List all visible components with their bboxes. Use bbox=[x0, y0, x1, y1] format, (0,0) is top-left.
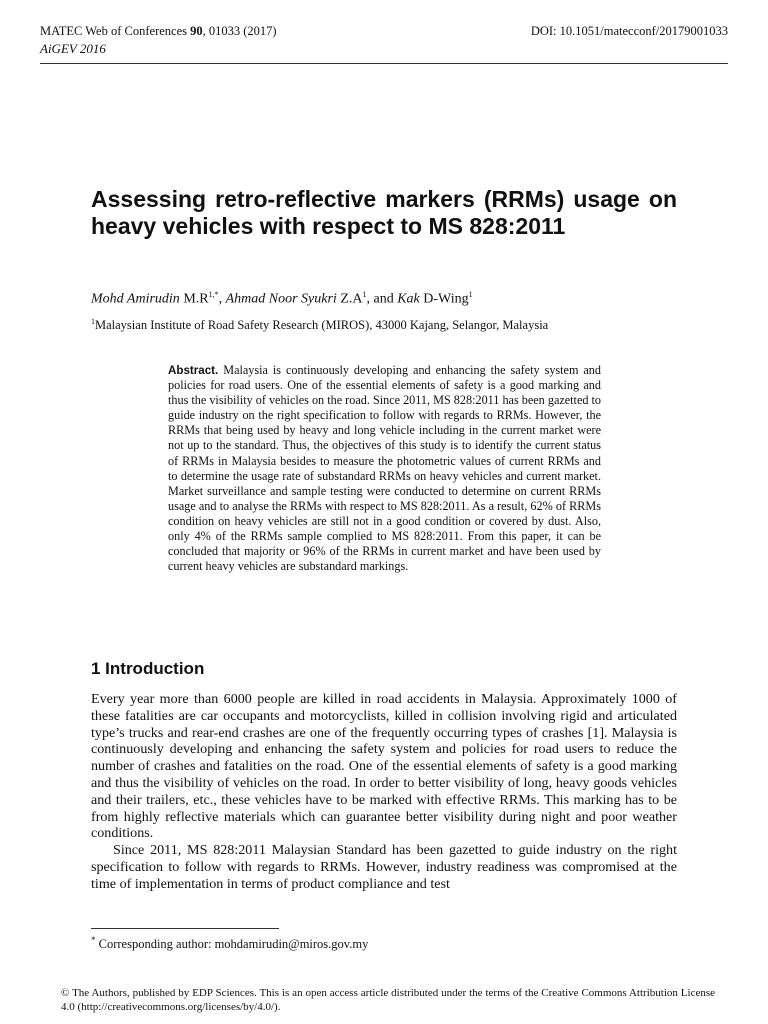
intro-paragraph: Since 2011, MS 828:2011 Malaysian Standard has been gazetted to guide industry on the right specification to follow with regards to RRMs. However, industry readiness was compromised at the time of implementation in terms of product compliance and test bbox=[91, 842, 677, 892]
introduction-body bbox=[91, 691, 677, 893]
license-notice: © The Authors, published by EDP Sciences. This is an open access article distributed under the terms of the Creative Commons Attribution License 4.0 (http://creativecommons.org/licenses/by/4.0/). bbox=[61, 987, 715, 1013]
author-2-name: Ahmad Noor Syukri bbox=[225, 291, 337, 307]
footnote: * Corresponding author: mohdamirudin@miros.gov.my bbox=[91, 935, 369, 952]
doi-text: DOI: 10.1051/matecconf/20179001033 bbox=[530, 24, 728, 38]
journal-citation: MATEC Web of Conferences 90, 01033 (2017) bbox=[40, 24, 277, 38]
header-rule bbox=[40, 63, 728, 64]
footnote-rule bbox=[91, 928, 279, 929]
section-heading: 1 Introduction bbox=[91, 659, 205, 678]
affiliation: $^1$Malaysian Institute of Road Safety Research (MIROS), 43000 Kajang, Selangor, Malaysia bbox=[91, 317, 549, 333]
conference-name: AiGEV 2016 bbox=[40, 41, 106, 56]
abstract bbox=[168, 363, 601, 574]
abstract-label: Abstract. bbox=[168, 364, 219, 377]
author-3-name: Kak bbox=[397, 291, 420, 307]
abstract-text: Malaysia is continuously developing and enhancing the safety system and policies for road users. One of the essential elements of safety is a good marking and thus the visibility of vehicles on the road. Since 2011, MS 828:2011 has been gazetted to guide industry on the right specification to follow with regards to RRMs. However, the RRMs that being used by heavy and long vehicle including in the current market were not up to the standard. Thus, the objectives of this study is to identify the current status of RRMs in Malaysia besides to measure the photometric values of current RRMs and to determine the usage rate of substandard RRMs on heavy vehicles and current market. Market surveillance and sample testing were conducted to determine on current RRMs usage and to analyse the RRMs with respect to MS 828:2011. As a result, 62% of RRMs condition on heavy vehicles are still not in a good condition or covered by dust. Also, only 4% of the RRMs sample complied to MS 828:2011. From this paper, it can be concluded that majority or 96% of the RRMs in current market and have been used by current heavy vehicles are substandard markings. bbox=[168, 363, 601, 574]
author-1-name: Mohd Amirudin bbox=[91, 291, 180, 307]
volume-number: 90 bbox=[190, 24, 203, 38]
intro-paragraph: Every year more than 6000 people are killed in road accidents in Malaysia. Approximately 1000 of these fatalities are car occupants and motorcyclists, killed in collision involving rigid and articulated type’s trucks and rear-end crashes are one of the frequently occurring types of crashes [1]. Malaysia is continuously developing and enhancing the safety system and policies for road users to reduce the number of crashes and fatalities on the road. One of the essential elements of safety is a good marking and thus the visibility of vehicles on the road. In order to better visibility of long, heavy goods vehicles and their trailers, etc., these vehicles have to be marked with effective RRMs. This marking has to be from highly reflective materials which can guarantee better visibility during night and poor weather conditions. bbox=[91, 691, 677, 842]
running-header bbox=[40, 24, 728, 57]
paper-title: Assessing retro-reflective markers (RRMs) usage on heavy vehicles with respect to MS 828:2011 bbox=[91, 186, 677, 239]
author-list: Mohd Amirudin $M.R^{1,*}$, Ahmad Noor Syukri $Z.A^1$, and Kak D-Wing$^1$ bbox=[91, 290, 473, 307]
